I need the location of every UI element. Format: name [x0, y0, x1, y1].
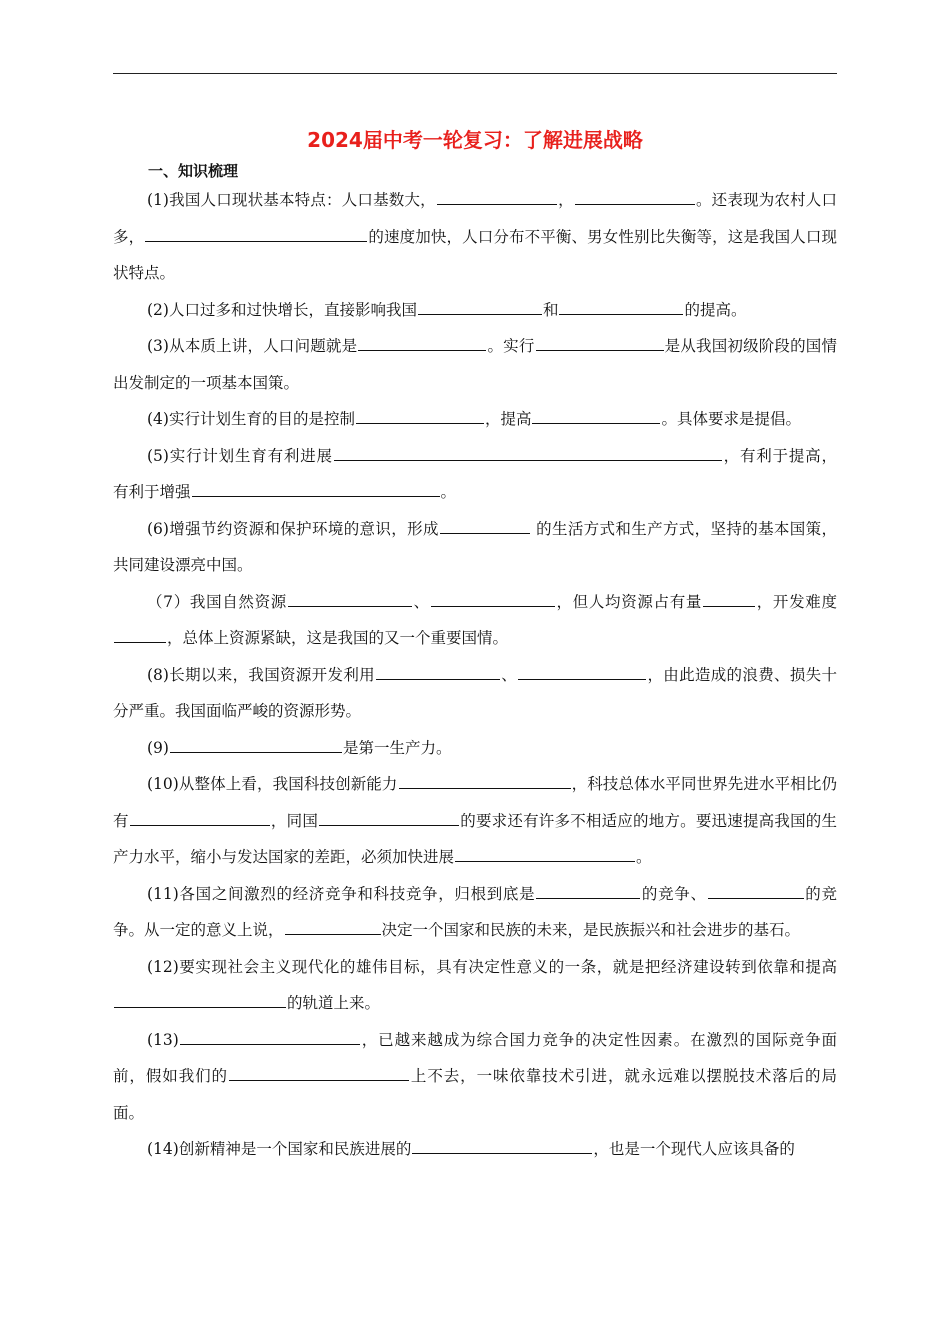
- paragraph-text: 。: [440, 483, 457, 501]
- paragraph-text: 的提高。: [684, 300, 747, 319]
- paragraph-text: (1)我国人口现状基本特点：人口基数大，: [147, 191, 436, 209]
- answer-blank: [229, 1063, 409, 1081]
- paragraph-text: ，同国: [270, 811, 319, 830]
- paragraph-text: 的要求还有许多不相适应的地方。要迅速提高我国的生产力水平，缩小与发达国家的差距，必须加快进展: [113, 811, 837, 866]
- paragraph-text: 的生活方式和生产方式，坚持的基本国策，共同建设漂亮中国。: [113, 519, 837, 574]
- answer-blank: [399, 771, 571, 789]
- answer-blank: [412, 1136, 592, 1154]
- paragraph-text: (4)实行计划生育的目的是控制: [147, 410, 355, 428]
- paragraph-text: ，有利于提高，有利于增强: [113, 446, 837, 501]
- answer-blank: [455, 844, 635, 862]
- paragraph-text: ，也是一个现代人应该具备的: [593, 1140, 795, 1158]
- paragraph-text: 。实行: [487, 337, 535, 355]
- paragraph-text: ，总体上资源紧缺，这是我国的又一个重要国情。: [167, 629, 509, 647]
- question-paragraph: [113, 182, 837, 292]
- question-paragraph: [113, 657, 837, 730]
- question-paragraph: [113, 949, 837, 1022]
- answer-blank: [285, 917, 381, 935]
- paragraph-text: 和: [542, 300, 559, 319]
- paragraph-text: 、: [412, 592, 430, 611]
- answer-blank: [440, 516, 530, 534]
- answer-blank: [536, 333, 664, 351]
- answer-blank: [170, 735, 342, 753]
- answer-blank: [708, 881, 804, 899]
- paragraph-text: (10)从整体上看，我国科技创新能力: [147, 775, 398, 793]
- paragraph-text: (14)创新精神是一个国家和民族进展的: [147, 1140, 412, 1158]
- answer-blank: [130, 808, 270, 826]
- paragraph-text: (12)要实现社会主义现代化的雄伟目标，具有决定性意义的一条，就是把经济建设转到依靠和提高: [147, 957, 837, 976]
- answer-blank: [536, 881, 640, 899]
- document-body: [113, 182, 837, 1168]
- paragraph-text: (6)增强节约资源和保护环境的意识，形成: [147, 519, 439, 538]
- answer-blank: [145, 224, 367, 242]
- paragraph-text: 的竞争。从一定的意义上说，: [113, 884, 837, 939]
- answer-blank: [288, 589, 412, 607]
- answer-blank: [703, 589, 755, 607]
- answer-blank: [532, 406, 660, 424]
- question-paragraph: [113, 1022, 837, 1132]
- question-paragraph: [113, 876, 837, 949]
- answer-blank: [376, 662, 500, 680]
- answer-blank: [437, 187, 557, 205]
- question-paragraph: [113, 584, 837, 657]
- paragraph-text: （7）我国自然资源: [147, 592, 287, 611]
- answer-blank: [358, 333, 486, 351]
- paragraph-text: ，开发难度: [756, 592, 837, 611]
- answer-blank: [559, 297, 683, 315]
- question-paragraph: [113, 766, 837, 876]
- answer-blank: [319, 808, 459, 826]
- paragraph-text: (2)人口过多和过快增长，直接影响我国: [147, 300, 417, 319]
- paragraph-text: (11)各国之间激烈的经济竞争和科技竞争，归根到底是: [147, 884, 536, 903]
- answer-blank: [518, 662, 646, 680]
- paragraph-text: (3)从本质上讲，人口问题就是: [147, 337, 358, 355]
- answer-blank: [192, 479, 440, 497]
- paragraph-text: (5)实行计划生育有利进展: [147, 446, 333, 465]
- paragraph-text: 是第一生产力。: [342, 738, 452, 757]
- paragraph-text: ，由此造成的浪费、损失十分严重。我国面临严峻的资源形势。: [113, 665, 837, 720]
- question-paragraph: [113, 401, 837, 438]
- paragraph-text: 的速度加快，人口分布不平衡、男女性别比失衡等，这是我国人口现状特点。: [113, 227, 837, 282]
- paragraph-text: 的竞争、: [641, 884, 707, 903]
- paragraph-text: ，: [557, 191, 574, 209]
- question-paragraph: [113, 730, 837, 767]
- paragraph-text: 。: [636, 848, 652, 866]
- answer-blank: [418, 297, 542, 315]
- paragraph-text: ，科技总体水平同世界先进水平相比仍有: [113, 775, 837, 830]
- answer-blank: [114, 625, 166, 643]
- paragraph-text: (9): [147, 738, 169, 757]
- question-paragraph: [113, 292, 837, 329]
- header-rule: [113, 73, 837, 74]
- paragraph-text: 是从我国初级阶段的国情出发制定的一项基本国策。: [113, 337, 837, 392]
- answer-blank: [334, 443, 722, 461]
- paragraph-text: 、: [500, 665, 518, 684]
- paragraph-text: 。具体要求是提倡。: [661, 410, 801, 428]
- paragraph-text: 决定一个国家和民族的未来，是民族振兴和社会进步的基石。: [381, 921, 801, 939]
- question-paragraph: [113, 1131, 837, 1168]
- paragraph-text: 上不去，一味依靠技术引进，就永远难以摆脱技术落后的局面。: [113, 1067, 837, 1122]
- paragraph-text: ，提高: [484, 410, 532, 428]
- page-title: 2024届中考一轮复习：了解进展战略: [307, 128, 643, 152]
- answer-blank: [356, 406, 484, 424]
- paragraph-text: ，已越来越成为综合国力竞争的决定性因素。在激烈的国际竞争面前，假如我们的: [113, 1030, 837, 1085]
- paragraph-text: (13): [147, 1030, 179, 1049]
- question-paragraph: [113, 328, 837, 401]
- question-paragraph: [113, 511, 837, 584]
- paragraph-text: ，但人均资源占有量: [555, 592, 703, 611]
- question-paragraph: [113, 438, 837, 511]
- paragraph-text: (8)长期以来，我国资源开发利用: [147, 665, 375, 684]
- paragraph-text: 。还表现为农村人口多，: [113, 191, 837, 246]
- answer-blank: [114, 990, 286, 1008]
- answer-blank: [180, 1027, 360, 1045]
- section-heading: 一、知识梳理: [148, 162, 239, 180]
- answer-blank: [431, 589, 555, 607]
- paragraph-text: 的轨道上来。: [287, 994, 381, 1012]
- answer-blank: [575, 187, 695, 205]
